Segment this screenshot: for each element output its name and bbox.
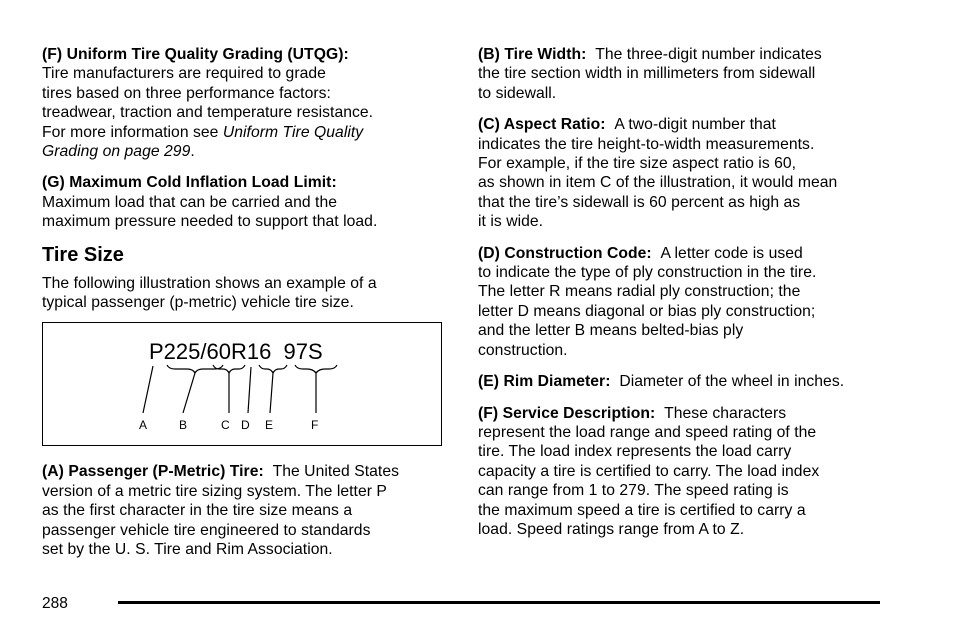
tire-size-illustration (42, 322, 442, 446)
intro-paragraph: The following illustration shows an example of a typical passenger (p-metric) vehicle tire size. (42, 274, 377, 312)
utqg-paragraph: (F) Uniform Tire Quality Grading (UTQG): Tire manufacturers are required to grade tires based on three performance factors: treadwear, traction and temperature resistance. For more information see Uniform Tire Quality Grading on page 299. (42, 45, 447, 161)
label-f: F (311, 418, 319, 433)
page-number: 288 (42, 595, 68, 612)
label-c: C (221, 418, 230, 433)
utqg-cross-reference-cont[interactable]: Grading on page 299 (42, 143, 191, 161)
label-d: D (241, 418, 250, 433)
footer-rule (118, 601, 880, 604)
tire-size-diagram (43, 323, 443, 447)
rim-diameter-paragraph: (E) Rim Diameter: Diameter of the wheel in inches. (478, 373, 845, 391)
label-e: E (265, 418, 274, 433)
left-column (42, 45, 447, 572)
label-b: B (179, 418, 188, 433)
service-description-term: (F) Service Description: (478, 404, 656, 422)
section-heading: Tire Size (42, 243, 124, 266)
label-a: A (139, 418, 148, 433)
utqg-cross-reference[interactable]: Uniform Tire Quality (222, 123, 364, 141)
aspect-ratio-paragraph: (C) Aspect Ratio: A two-digit number that indicates the tire height-to-width measurements. For example, if the tire size aspect ratio is 60, as shown in item C of the illustration, it would mean that the tire’s sidewall is 60 percent as high as it is wide. (478, 116, 838, 231)
aspect-ratio-term: (C) Aspect Ratio: (478, 116, 606, 134)
tire-width-term: (B) Tire Width: (478, 46, 587, 63)
rim-diameter-term: (E) Rim Diameter: (478, 373, 611, 391)
passenger-tire-paragraph: (A) Passenger (P-Metric) Tire: The United States version of a metric tire sizing system. The letter P as the first character in the tire size means a passenger vehicle tire engineered to standards set by the U. S. Tire and Rim Association. (42, 463, 400, 559)
utqg-term: (F) Uniform Tire Quality Grading (UTQG): (42, 46, 349, 63)
tire-width-paragraph: (B) Tire Width: The three-digit number indicates the tire section width in millimeters from sidewall to sidewall. (478, 46, 822, 102)
right-column (478, 45, 883, 551)
max-load-paragraph: (G) Maximum Cold Inflation Load Limit: Maximum load that can be carried and the maximum pressure needed to support that load. (42, 173, 447, 231)
construction-code-term: (D) Construction Code: (478, 244, 652, 262)
construction-code-paragraph: (D) Construction Code: A letter code is used to indicate the type of ply construction in the tire. The letter R means radial ply construction; the letter D means diagonal or bias ply construction; and the letter B means belted-bias ply construction. (478, 244, 817, 359)
service-description-paragraph: (F) Service Description: These characters represent the load range and speed rating of the tire. The load index represents the load carry capacity a tire is certified to carry. The load index can range from 1 to 279. The speed rating is the maximum speed a tire is certified to carry a load. Speed ratings range from A to Z. (478, 404, 820, 538)
passenger-tire-term: (A) Passenger (P-Metric) Tire: (42, 463, 264, 481)
tire-code-text: P225/60R16 97S (149, 339, 323, 365)
max-load-term: (G) Maximum Cold Inflation Load Limit: (42, 174, 337, 192)
